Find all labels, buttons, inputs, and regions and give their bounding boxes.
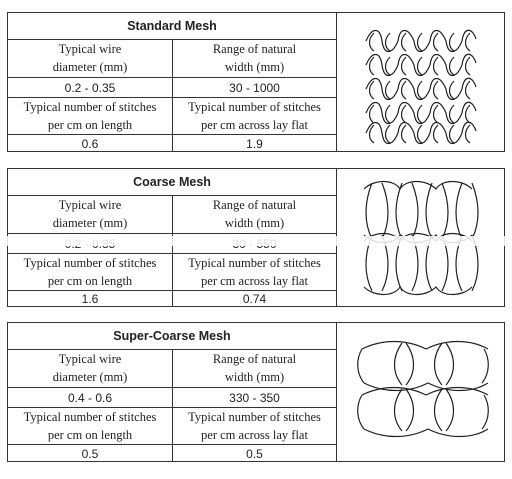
width-label: Range of natural width (mm) xyxy=(212,42,297,74)
scan-artifact-band xyxy=(0,236,512,246)
diameter-value: 0.4 - 0.6 xyxy=(67,390,113,405)
super-coarse-knitted-mesh-icon xyxy=(336,323,504,461)
width-value: 30 - 1000 xyxy=(229,80,280,95)
stitch-length-label: Typical number of stitches per cm on length xyxy=(23,410,157,442)
diameter-value: 0.2 - 0.35 xyxy=(64,80,116,95)
fine-knitted-mesh-icon xyxy=(336,13,504,151)
stitch-length-value: 0.6 xyxy=(81,136,99,151)
stitch-length-label: Typical number of stitches per cm on length xyxy=(23,100,157,132)
stitch-across-value: 0.5 xyxy=(246,446,263,461)
width-label: Range of natural width (mm) xyxy=(212,198,297,230)
stitch-across-label: Typical number of stitches per cm across lay flat xyxy=(188,100,321,132)
width-value: 330 - 350 xyxy=(229,390,280,405)
super-coarse-mesh-table xyxy=(8,323,337,461)
table-title: Super-Coarse Mesh xyxy=(8,323,336,350)
diameter-label: Typical wire diameter (mm) xyxy=(52,352,128,384)
standard-mesh-block xyxy=(7,12,505,152)
stitch-across-value: 1.9 xyxy=(246,136,263,151)
stitch-length-value: 0.5 xyxy=(81,446,99,461)
stitch-length-value: 1.6 xyxy=(81,292,99,306)
diameter-label: Typical wire diameter (mm) xyxy=(52,42,128,74)
standard-mesh-table xyxy=(8,13,337,151)
table-title: Standard Mesh xyxy=(8,13,336,40)
stitch-across-value: 0.74 xyxy=(242,292,267,306)
table-title: Coarse Mesh xyxy=(8,169,336,196)
stitch-length-label: Typical number of stitches per cm on length xyxy=(23,256,157,288)
stitch-across-label: Typical number of stitches per cm across lay flat xyxy=(188,256,321,288)
stitch-across-label: Typical number of stitches per cm across lay flat xyxy=(188,410,321,442)
diameter-label: Typical wire diameter (mm) xyxy=(52,198,128,230)
width-label: Range of natural width (mm) xyxy=(212,352,297,384)
super-coarse-mesh-block xyxy=(7,322,505,462)
